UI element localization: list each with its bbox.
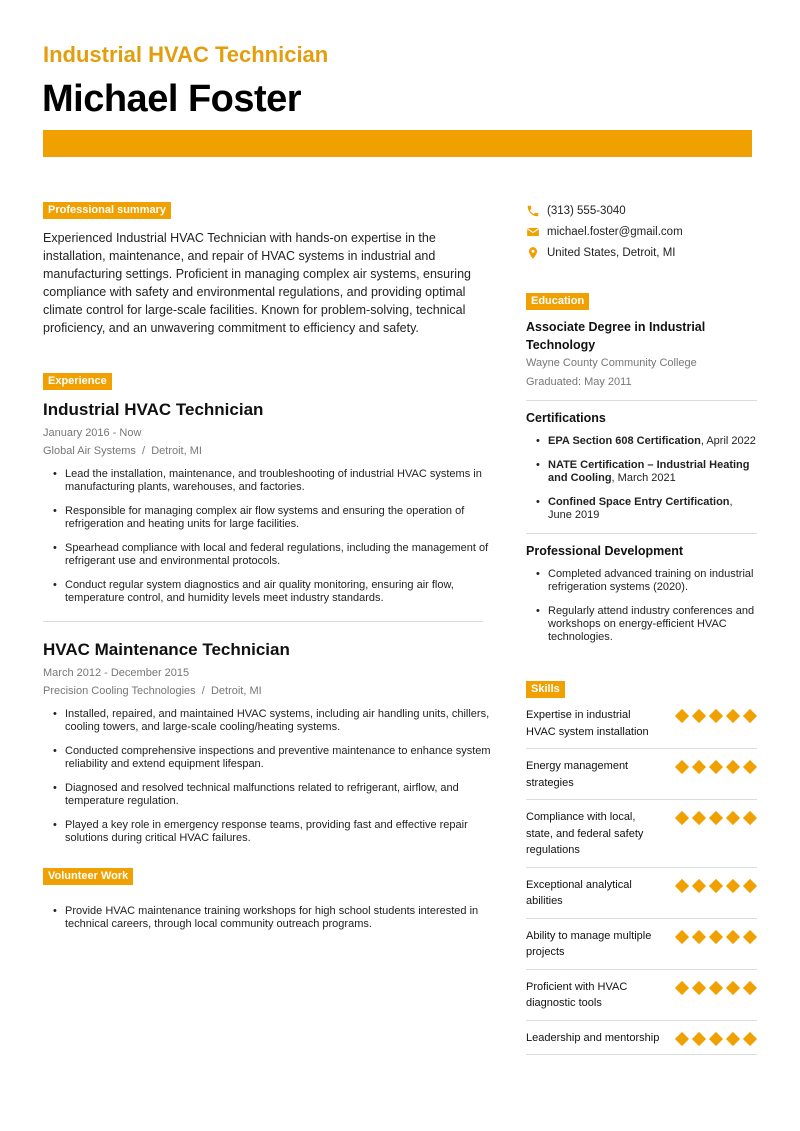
job-bullets — [43, 708, 495, 845]
list-item: • Regularly attend industry conferences and workshops on energy-efficient HVAC technologies. — [526, 605, 757, 644]
school: Wayne County Community College — [526, 357, 697, 369]
certifications-heading: Certifications — [526, 411, 606, 425]
job-position: HVAC Maintenance Technician — [43, 640, 290, 659]
skill-name: Ability to manage multiple projects — [526, 929, 652, 958]
section-label-experience: Experience — [43, 373, 112, 390]
rating-diamond-icon — [743, 878, 757, 892]
certification-item — [526, 496, 757, 522]
job-company: Precision Cooling Technologies / Detroit, MI — [43, 685, 262, 697]
divider — [43, 621, 483, 622]
contact-email: michael.foster@gmail.com — [526, 221, 757, 242]
rating-diamond-icon — [726, 760, 740, 774]
rating-diamond-icon — [709, 878, 723, 892]
skill-rating — [675, 928, 757, 961]
job-dates: March 2012 - December 2015 — [43, 667, 190, 679]
skill-rating — [675, 1030, 757, 1047]
education-entry — [526, 318, 757, 392]
rating-diamond-icon — [692, 1031, 706, 1045]
job-dates: January 2016 - Now — [43, 427, 142, 439]
list-item: • Played a key role in emergency response teams, providing fast and effective repair solutions during critical HVAC failures. — [43, 819, 495, 845]
left-column — [43, 200, 495, 942]
graduation-date: Graduated: May 2011 — [526, 376, 632, 388]
skill-row — [526, 800, 757, 868]
mail-icon — [526, 225, 540, 239]
section-label-summary: Professional summary — [43, 202, 171, 219]
skill-row — [526, 919, 757, 970]
list-item: • Diagnosed and resolved technical malfunctions related to refrigerant, airflow, and temperature regulation. — [43, 782, 495, 808]
rating-diamond-icon — [726, 811, 740, 825]
contact-location: United States, Detroit, MI — [526, 242, 757, 263]
right-column — [526, 200, 757, 1055]
skill-rating — [675, 877, 757, 910]
phone-icon — [526, 204, 540, 218]
rating-diamond-icon — [709, 1031, 723, 1045]
list-item: • Responsible for managing complex air flow systems and ensuring the operation of refrigeration and heating units for large facilities. — [43, 505, 495, 531]
rating-diamond-icon — [692, 929, 706, 943]
job-title: Industrial HVAC Technician — [43, 42, 329, 67]
rating-diamond-icon — [692, 709, 706, 723]
skill-row — [526, 698, 757, 749]
certification-date: , March 2021 — [611, 472, 676, 484]
degree: Associate Degree in Industrial Technology — [526, 320, 706, 352]
rating-diamond-icon — [675, 760, 689, 774]
certification-item — [526, 435, 757, 448]
certification-item — [526, 459, 757, 485]
development-list — [526, 568, 757, 644]
certification-date: , April 2022 — [700, 435, 756, 447]
rating-diamond-icon — [709, 980, 723, 994]
rating-diamond-icon — [726, 929, 740, 943]
rating-diamond-icon — [709, 709, 723, 723]
list-item: • Conduct regular system diagnostics and air quality monitoring, ensuring air flow, temperature control, and humidity levels meet industry standards. — [43, 579, 495, 605]
rating-diamond-icon — [726, 878, 740, 892]
certifications-list — [526, 435, 757, 522]
rating-diamond-icon — [743, 811, 757, 825]
skill-name: Energy management strategies — [526, 760, 629, 789]
certification-name: EPA Section 608 Certification — [548, 435, 701, 447]
skill-row — [526, 868, 757, 919]
list-item: • Provide HVAC maintenance training workshops for high school students interested in technical careers, through local community outreach programs. — [43, 905, 495, 931]
skill-rating — [675, 707, 757, 740]
volunteer-list — [43, 905, 495, 931]
rating-diamond-icon — [743, 760, 757, 774]
rating-diamond-icon — [743, 980, 757, 994]
skill-name: Compliance with local, state, and federal safety regulations — [526, 811, 644, 856]
skill-row — [526, 970, 757, 1021]
job-entry — [43, 400, 495, 622]
skill-name: Proficient with HVAC diagnostic tools — [526, 980, 628, 1009]
rating-diamond-icon — [675, 811, 689, 825]
rating-diamond-icon — [726, 709, 740, 723]
list-item: • Lead the installation, maintenance, and troubleshooting of industrial HVAC systems in manufacturing plants, warehouses, and factories. — [43, 468, 495, 494]
job-bullets — [43, 468, 495, 605]
job-company: Global Air Systems / Detroit, MI — [43, 445, 202, 457]
certification-name: NATE Certification – Industrial Heating and Cooling — [548, 459, 750, 484]
rating-diamond-icon — [726, 980, 740, 994]
job-position: Industrial HVAC Technician — [43, 400, 264, 419]
rating-diamond-icon — [692, 980, 706, 994]
certification-name: Confined Space Entry Certification — [548, 496, 730, 508]
rating-diamond-icon — [726, 1031, 740, 1045]
rating-diamond-icon — [743, 1031, 757, 1045]
rating-diamond-icon — [675, 929, 689, 943]
skill-rating — [675, 979, 757, 1012]
skill-rating — [675, 758, 757, 791]
rating-diamond-icon — [675, 1031, 689, 1045]
contact-phone: (313) 555-3040 — [526, 200, 757, 221]
rating-diamond-icon — [675, 980, 689, 994]
rating-diamond-icon — [692, 760, 706, 774]
certification-date: , June 2019 — [548, 496, 733, 521]
rating-diamond-icon — [743, 929, 757, 943]
location-pin-icon — [526, 246, 540, 260]
development-heading: Professional Development — [526, 544, 683, 558]
skills-list — [526, 698, 757, 1055]
rating-diamond-icon — [709, 929, 723, 943]
summary-text: Experienced Industrial HVAC Technician with hands-on expertise in the installation, maintenance, and repair of HVAC systems in industrial and manufacturing settings. Proficient in managing complex air systems, ensuring compliance with safety and environmental regulations, and providing optimal climate control for large-scale facilities. Known for problem-solving, technical proficiency, and an unwavering commitment to efficiency and safety. — [43, 231, 471, 335]
section-label-education: Education — [526, 293, 589, 310]
contact-info — [526, 200, 757, 263]
rating-diamond-icon — [692, 878, 706, 892]
skill-row — [526, 1021, 757, 1056]
list-item: • Spearhead compliance with local and federal regulations, including the management of refrigerant use and environmental protocols. — [43, 542, 495, 568]
list-item: • Installed, repaired, and maintained HVAC systems, including air handling units, chillers, cooling towers, and large-scale cooling/heating systems. — [43, 708, 495, 734]
job-entry — [43, 640, 495, 845]
list-item: • Completed advanced training on industrial refrigeration systems (2020). — [526, 568, 757, 594]
header-bar — [43, 130, 752, 157]
skill-rating — [675, 809, 757, 859]
section-label-volunteer: Volunteer Work — [43, 868, 133, 885]
candidate-name: Michael Foster — [42, 78, 302, 120]
rating-diamond-icon — [709, 760, 723, 774]
rating-diamond-icon — [675, 709, 689, 723]
rating-diamond-icon — [743, 709, 757, 723]
skill-row — [526, 749, 757, 800]
rating-diamond-icon — [709, 811, 723, 825]
experience-list — [43, 400, 495, 845]
skill-name: Expertise in industrial HVAC system installation — [526, 709, 649, 738]
rating-diamond-icon — [675, 878, 689, 892]
section-label-skills: Skills — [526, 681, 565, 698]
list-item: • Conducted comprehensive inspections and preventive maintenance to enhance system reliability and extend equipment lifespan. — [43, 745, 495, 771]
skill-name: Leadership and mentorship — [526, 1031, 660, 1044]
rating-diamond-icon — [692, 811, 706, 825]
skill-name: Exceptional analytical abilities — [526, 878, 632, 907]
